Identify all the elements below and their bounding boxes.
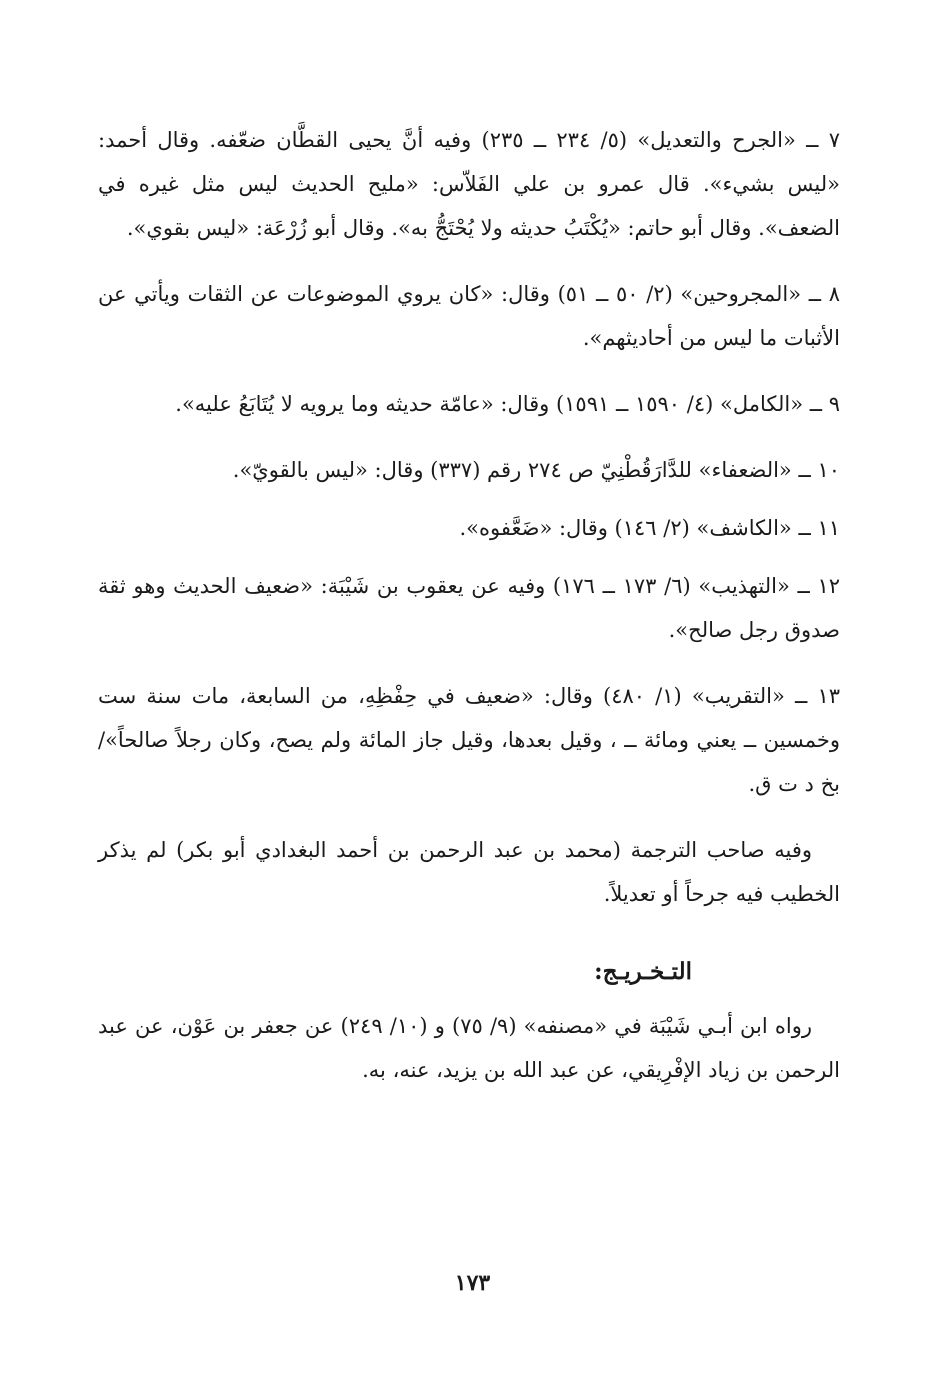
paragraph-13: ١٣ ــ «التقريب» (١/ ٤٨٠) وقال: «ضعيف في حِفْظِهِ، من السابعة، مات سنة ست وخمسين ــ يعني ومائة ــ ، وقيل بعدها، وقيل جاز المائة ولم يصح، وكان رجلاً صالحاً»/ بخ د ت ق. xyxy=(98,684,840,796)
paragraph-note: وفيه صاحب الترجمة (محمد بن عبد الرحمن بن أحمد البغدادي أبو بكر) لم يذكر الخطيب فيه جرحاً أو تعديلاً. xyxy=(98,838,840,906)
section-heading: التـخـريـج: xyxy=(594,958,692,985)
page-body xyxy=(98,118,840,1114)
paragraph-11: ١١ ــ «الكاشف» (٢/ ١٤٦) وقال: «ضَعَّفوه». xyxy=(459,516,840,540)
page-number: ١٧٣ xyxy=(454,1270,491,1296)
paragraph-7: ٧ ــ «الجرح والتعديل» (٥/ ٢٣٤ ــ ٢٣٥) وفيه أنَّ يحيى القطَّان ضعّفه. وقال أحمد: «ليس بشيء». قال عمرو بن علي الفَلاّس: «مليح الحديث ليس مثل غيره في الضعف». وقال أبو حاتم: «يُكْتَبُ حديثه ولا يُحْتَجُّ به». وقال أبو زُرْعَة: «ليس بقوي». xyxy=(98,128,840,240)
paragraph-9: ٩ ــ «الكامل» (٤/ ١٥٩٠ ــ ١٥٩١) وقال: «عامّة حديثه وما يرويه لا يُتَابَعُ عليه». xyxy=(175,392,840,416)
paragraph-12: ١٢ ــ «التهذيب» (٦/ ١٧٣ ــ ١٧٦) وفيه عن يعقوب بن شَيْبَة: «ضعيف الحديث وهو ثقة صدوق رجل صالح». xyxy=(98,574,841,642)
paragraph-8: ٨ ــ «المجروحين» (٢/ ٥٠ ــ ٥١) وقال: «كان يروي الموضوعات عن الثقات ويأتي عن الأثبات ما ليس من أحاديثهم». xyxy=(98,282,840,350)
takhrij-paragraph: رواه ابن أبـي شَيْبَة في «مصنفه» (٩/ ٧٥) و (١٠/ ٢٤٩) عن جعفر بن عَوْن، عن عبد الرحمن بن زياد الإفْرِيقي، عن عبد الله بن يزيد، عنه، به. xyxy=(98,1014,840,1082)
paragraph-10: ١٠ ــ «الضعفاء» للدَّارَقُطْنِيّ ص ٢٧٤ رقم (٣٣٧) وقال: «ليس بالقويّ». xyxy=(232,458,840,482)
